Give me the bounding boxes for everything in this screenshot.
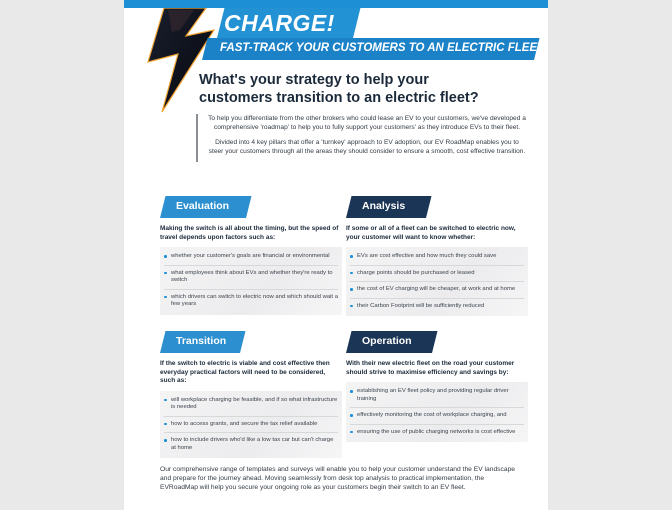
intro-paragraph-1: To help you differentiate from the other brokers who could lease an EV to your customers, we've developed a comprehensive 'roadmap' to help you to fully support your customers' as they introduce EVs to their fleet. xyxy=(208,115,526,131)
list-item: how to include drivers who'd like a low tax car but can't charge at home xyxy=(164,433,338,456)
section-analysis xyxy=(346,196,528,316)
list-item: the cost of EV charging will be cheaper, at work and at home xyxy=(350,282,524,299)
list-item: effectively monitoring the cost of workplace charging, and xyxy=(350,408,524,425)
section-intro: With their new electric fleet on the road your customer should strive to maximise efficiency and savings by: xyxy=(346,360,515,376)
list-item: which drivers can switch to electric now and which should wait a few years xyxy=(164,290,338,313)
section-intro: Making the switch is all about the timing, but the speed of travel depends upon factors such as: xyxy=(160,225,339,241)
list-item: establishing an EV fleet policy and providing regular driver training xyxy=(350,384,524,408)
section-title: Transition xyxy=(176,335,227,347)
page-headline: What's your strategy to help your customers transition to an electric fleet? xyxy=(199,72,479,106)
intro-paragraph-2: Divided into 4 key pillars that offer a 'turnkey' approach to EV adoption, our EV RoadMap enables you to steer your customers through all the areas they should consider to ensure a smooth, cost effective transition. xyxy=(208,139,526,155)
section-list xyxy=(160,247,342,315)
document-page xyxy=(124,0,548,510)
list-item: will workplace charging be feasible, and if so what infrastructure is needed xyxy=(164,393,338,417)
section-transition xyxy=(160,331,342,458)
section-operation xyxy=(346,331,528,442)
intro-block xyxy=(196,114,526,162)
list-item: ensuring the use of public charging networks is cost effective xyxy=(350,425,524,441)
list-item: charge points should be purchased or leased xyxy=(350,266,524,283)
list-item: EVs are cost effective and how much they could save xyxy=(350,249,524,266)
section-title: Operation xyxy=(362,335,412,347)
section-list xyxy=(346,247,528,316)
section-intro: If the switch to electric is viable and cost effective then everyday practical factors will need to be considered, such as: xyxy=(160,360,330,384)
section-title: Evaluation xyxy=(176,200,230,212)
list-item: how to access grants, and secure the tax relief available xyxy=(164,417,338,434)
banner-subtitle: FAST-TRACK YOUR CUSTOMERS TO AN ELECTRIC FLEET xyxy=(220,42,545,54)
section-intro: If some or all of a fleet can be switched to electric now, your customer will want to know whether: xyxy=(346,225,516,241)
section-list xyxy=(346,382,528,442)
list-item: their Carbon Footprint will be sufficiently reduced xyxy=(350,299,524,315)
section-list xyxy=(160,391,342,459)
closing-paragraph: Our comprehensive range of templates and surveys will enable you to help your customer understand the EV landscape and prepare for the journey ahead. Moving seamlessly from desk top analysis to practical implementation, the EVRoadMap will help you secure your ongoing role as your customers begin their switch to an EV fleet. xyxy=(160,466,516,491)
banner-top-strip xyxy=(124,0,548,8)
section-title: Analysis xyxy=(362,200,406,212)
list-item: whether your customer's goals are financial or environmental xyxy=(164,249,338,266)
list-item: what employees think about EVs and whether they're ready to switch xyxy=(164,266,338,290)
banner-title: CHARGE! xyxy=(224,10,335,36)
section-evaluation xyxy=(160,196,342,315)
